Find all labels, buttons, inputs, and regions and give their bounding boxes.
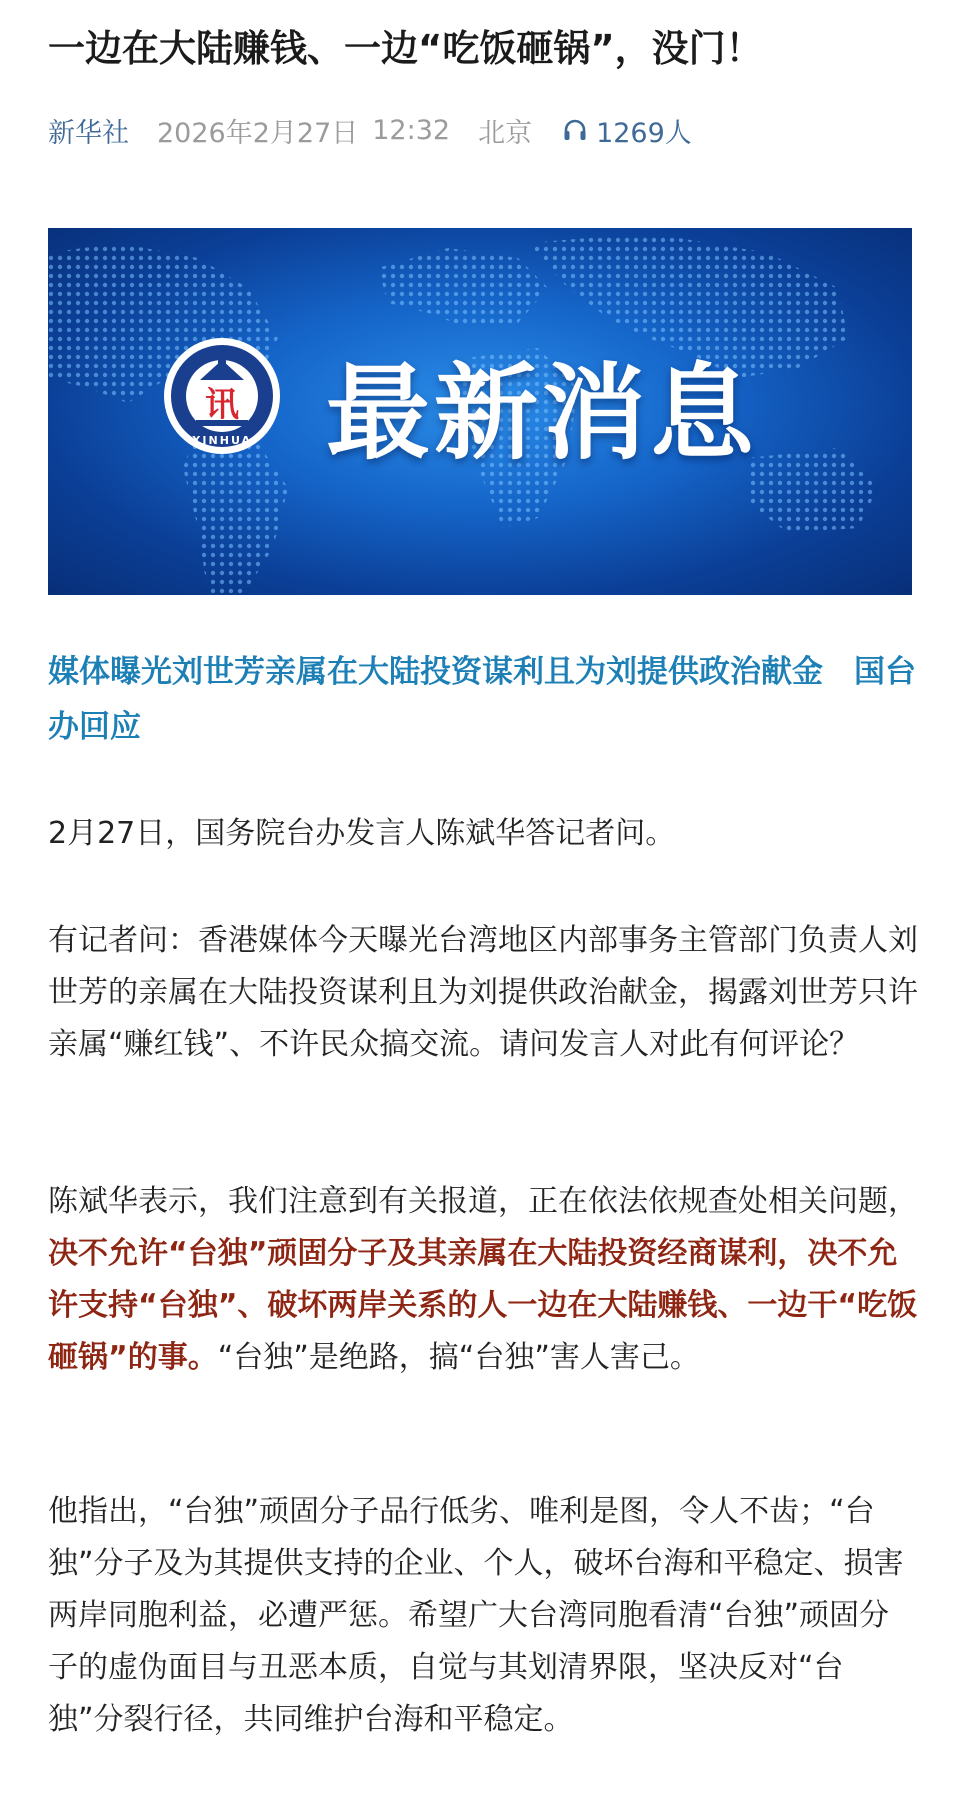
paragraph-2: 有记者问：香港媒体今天曝光台湾地区内部事务主管部门负责人刘世芳的亲属在大陆投资谋利且为刘提供政治献金，揭露刘世芳只许亲属“赚红钱”、不许民众搞交流。请问发言人对此有何评论？ [48,923,918,1062]
paragraph-3 [48,1176,918,1384]
paragraph-1: 2月27日，国务院台办发言人陈斌华答记者问。 [48,816,676,851]
publish-time: 12:32 [372,114,451,146]
paragraph-3-tail: “台独”是绝路，搞“台独”害人害己。 [217,1340,700,1375]
paragraph-3-lead: 陈斌华表示，我们注意到有关报道，正在依法依规查处相关问题， [48,1184,918,1219]
article-subtitle: 媒体曝光刘世芳亲属在大陆投资谋利且为刘提供政治献金 国台办回应 [48,654,916,745]
news-banner-image [48,228,912,595]
banner-headline: 最新消息 [326,352,759,474]
headphones-icon [562,117,588,143]
xinhua-logo-icon [162,336,282,456]
listen-count: 1269人 [596,117,692,149]
article-title: 一边在大陆赚钱、一边“吃饭砸锅”，没门！ [48,27,763,70]
dateline-location: 北京 [478,117,533,149]
source-link[interactable]: 新华社 [48,117,129,149]
paragraph-3-emphasis: 决不允许“台独”顽固分子及其亲属在大陆投资经商谋利，决不允许支持“台独”、破坏两岸关系的人一边在大陆赚钱、一边干“吃饭砸锅”的事。 [48,1236,918,1375]
paragraph-4: 他指出，“台独”顽固分子品行低劣、唯利是图，令人不齿；“台独”分子及为其提供支持的企业、个人，破坏台海和平稳定、损害两岸同胞利益，必遭严惩。希望广大台湾同胞看清“台独”顽固分子的虚伪面目与丑恶本质，自觉与其划清界限，坚决反对“台独”分裂行径，共同维护台海和平稳定。 [48,1494,904,1737]
logo-wordmark: XINHUA [191,434,253,447]
article-meta [48,106,692,154]
listen-button[interactable] [562,111,692,150]
publish-date: 2026年2月27日 [157,117,359,149]
logo-glyph: 讯 [205,385,239,425]
